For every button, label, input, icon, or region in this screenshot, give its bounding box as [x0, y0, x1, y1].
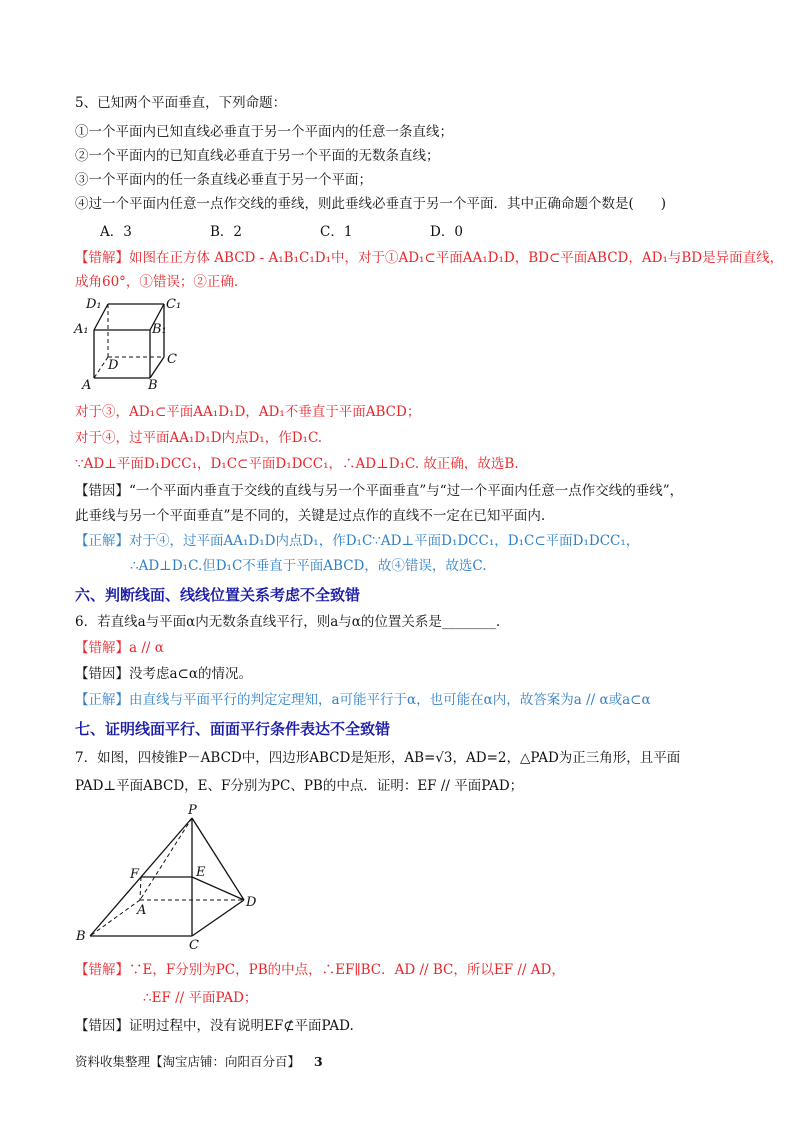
q5-proposition-1: ①一个平面内已知直线必垂直于另一个平面内的任意一条直线； [75, 124, 453, 140]
pyramid-label-e: E [196, 865, 206, 880]
q5-after-3: ∵AD⊥平面D₁DCC₁，D₁C⊂平面D₁DCC₁，∴AD⊥D₁C. 故正确，故选B. [75, 456, 519, 472]
cube-label-b1: B₁ [152, 322, 167, 337]
q5-option-b: B．2 [210, 224, 243, 240]
q7-question-2: PAD⊥平面ABCD，E、F分别为PC、PB的中点．证明：EF // 平面PAD； [75, 778, 524, 794]
q5-after-2: 对于④，过平面AA₁D₁D内点D₁，作D₁C. [75, 430, 323, 446]
q5-cuoyin-line-1 [75, 481, 683, 501]
q5-proposition-2: ②一个平面内的已知直线必垂直于另一个平面的无数条直线； [75, 148, 440, 164]
cube-label-d: D [108, 358, 119, 373]
q5-proposition-4: ④过一个平面内任意一点作交线的垂线，则此垂线必垂直于另一个平面．其中正确命题个数是( ) [75, 196, 667, 212]
q5-options [100, 222, 540, 242]
q5-title: 5、已知两个平面垂直，下列命题： [75, 95, 287, 111]
pyramid-label-c: C [189, 938, 199, 950]
cube-label-c1: C₁ [166, 297, 182, 312]
cuoyin-tag: 【错因】 [75, 1018, 129, 1034]
q7-cuoyin [75, 1016, 354, 1036]
pyramid-label-b: B [76, 929, 86, 944]
cuojie-text: ∵E，F分别为PC，PB的中点，∴EF∥BC．AD // BC，所以EF // AD， [129, 962, 565, 978]
q5-zhengjie-line-2: ∴AD⊥D₁C.但D₁C不垂直于平面ABCD，故④错误，故选C. [130, 558, 487, 574]
cube-label-a1: A₁ [74, 322, 89, 337]
cuoyin-text: 没考虑a⊂α的情况。 [129, 666, 252, 682]
q5-cuoyin-line-2: 此垂线与另一个平面垂直”是不同的，关键是过点作的直线不一定在已知平面内. [75, 508, 546, 524]
cuoyin-text: 证明过程中，没有说明EF⊄平面PAD. [129, 1018, 354, 1034]
page-number: 3 [314, 1054, 323, 1069]
q5-cuojie-line-1 [75, 248, 783, 268]
q7-question-1: 7．如图，四棱锥P－ABCD中，四边形ABCD是矩形，AB=√3，AD=2，△PAD为正三角形，且平面 [75, 750, 681, 766]
pyramid-label-p: P [188, 803, 197, 818]
zhengjie-text: 对于④，过平面AA₁D₁D内点D₁，作D₁C∵AD⊥平面D₁DCC₁，D₁C⊂平面D₁DCC₁， [129, 533, 640, 549]
q5-cuojie-line-2: 成角60°，①错误；②正确． [75, 274, 248, 290]
cube-figure [72, 293, 202, 393]
pyramid-figure [72, 800, 272, 950]
q6-cuoyin [75, 664, 252, 684]
cuoyin-text: “一个平面内垂直于交线的直线与另一个平面垂直”与“过一个平面内任意一点作交线的垂线”， [129, 483, 684, 499]
zhengjie-tag: 【正解】 [75, 533, 129, 549]
cube-label-b: B [148, 378, 158, 393]
q5-option-d: D．0 [430, 224, 463, 240]
section-7-heading: 七、证明线面平行、面面平行条件表达不全致错 [75, 720, 391, 738]
q5-option-a: A．3 [100, 224, 132, 240]
q5-proposition-3: ③一个平面内的任一条直线必垂直于另一个平面； [75, 172, 372, 188]
pyramid-label-f: F [130, 867, 140, 882]
cube-label-d1: D₁ [86, 297, 102, 312]
page-footer [75, 1052, 323, 1070]
zhengjie-text: 由直线与平面平行的判定定理知，a可能平行于α，也可能在α内，故答案为a // α或a⊂α [129, 692, 651, 708]
pyramid-label-a: A [137, 903, 147, 918]
q6-question: 6．若直线a与平面α内无数条直线平行，则a与α的位置关系是________. [75, 614, 501, 630]
cuoyin-tag: 【错因】 [75, 666, 129, 682]
q5-after-1: 对于③，AD₁⊂平面AA₁D₁D，AD₁不垂直于平面ABCD； [75, 404, 421, 420]
cuojie-text: a // α [129, 640, 164, 656]
q7-cuojie-line-2: ∴EF // 平面PAD； [143, 990, 258, 1006]
cube-label-a: A [82, 378, 92, 393]
cuoyin-tag: 【错因】 [75, 483, 129, 499]
footer-text: 资料收集整理【淘宝店铺：向阳百分百】 [75, 1054, 301, 1069]
q7-cuojie-line-1 [75, 960, 565, 980]
cuojie-tag: 【错解】 [75, 250, 129, 266]
zhengjie-tag: 【正解】 [75, 692, 129, 708]
q6-zhengjie [75, 690, 651, 710]
q6-cuojie [75, 638, 164, 658]
section-6-heading: 六、判断线面、线线位置关系考虑不全致错 [75, 586, 361, 604]
cube-label-c: C [167, 352, 177, 367]
pyramid-label-d: D [246, 895, 257, 910]
cuojie-tag: 【错解】 [75, 962, 129, 978]
q5-zhengjie-line-1 [75, 531, 639, 551]
q5-option-c: C．1 [320, 224, 353, 240]
cuojie-text: 如图在正方体 ABCD - A₁B₁C₁D₁中，对于①AD₁⊂平面AA₁D₁D，BD⊂平面ABCD，AD₁与BD是异面直线， [129, 250, 784, 266]
cuojie-tag: 【错解】 [75, 640, 129, 656]
